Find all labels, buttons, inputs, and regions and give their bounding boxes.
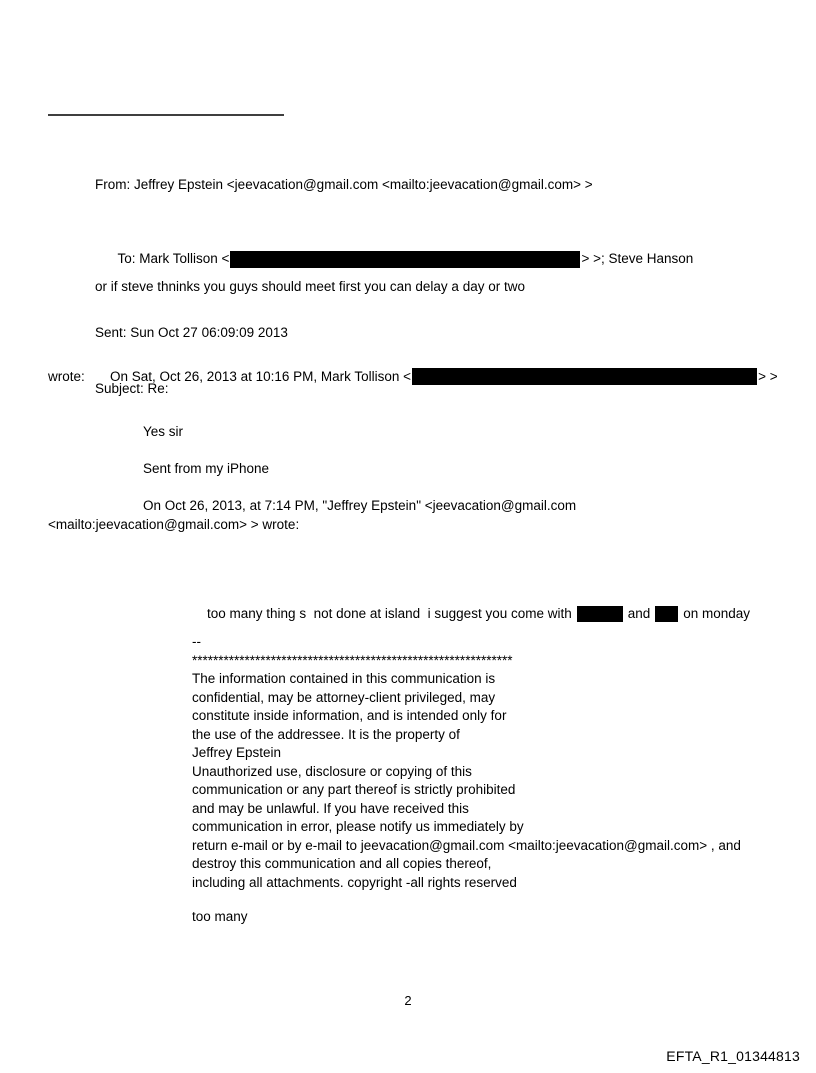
signature-line: communication in error, please notify us immediately by xyxy=(192,819,524,834)
signature-line: the use of the addressee. It is the property of xyxy=(192,726,460,742)
reply-yes-sir: Yes sir xyxy=(143,424,184,439)
signature-line: return e-mail or by e-mail to jeevacation@gmail.com <mailto:jeevacation@gmail.com> , and xyxy=(192,837,741,853)
redaction-bar xyxy=(577,606,623,622)
quote2-attribution-line2: <mailto:jeevacation@gmail.com> > wrote: xyxy=(48,516,300,532)
page-number: 2 xyxy=(404,993,412,1008)
signature-line: and may be unlawful. If you have received this xyxy=(192,800,469,816)
signature-line: The information contained in this communication is xyxy=(192,671,496,686)
reply-sent-from: Sent from my iPhone xyxy=(143,461,270,476)
body-line: or if steve thninks you guys should meet first you can delay a day or two xyxy=(95,279,525,294)
redaction-bar xyxy=(412,368,757,385)
signature-disclaimer-block xyxy=(192,633,741,892)
nested-line-part2: and xyxy=(627,605,651,621)
header-subject: Subject: Re: xyxy=(95,380,169,396)
closing-fragment: too many xyxy=(192,909,248,924)
signature-line: -- xyxy=(192,634,201,649)
nested-line-part1: too many thing s not done at island i suggest you come with xyxy=(207,605,572,621)
header-from: From: Jeffrey Epstein <jeevacation@gmail.com <mailto:jeevacation@gmail.com> > xyxy=(95,177,593,192)
signature-line: constitute inside information, and is intended only for xyxy=(192,708,507,723)
redaction-bar xyxy=(230,251,580,268)
quote1-wrote: wrote: xyxy=(48,368,85,384)
signature-line: including all attachments. copyright -all rights reserved xyxy=(192,874,517,890)
signature-line: ************************************************************* xyxy=(192,652,513,668)
signature-line: communication or any part thereof is strictly prohibited xyxy=(192,782,516,797)
quote1-prefix: On Sat, Oct 26, 2013 at 10:16 PM, Mark Tollison < xyxy=(110,368,412,384)
header-to-suffix: > >; Steve Hanson xyxy=(581,251,694,266)
signature-line: destroy this communication and all copies thereof, xyxy=(192,856,492,871)
quote2-attribution-line1: On Oct 26, 2013, at 7:14 PM, "Jeffrey Epstein" <jeevacation@gmail.com xyxy=(143,498,577,513)
header-to-prefix: To: Mark Tollison < xyxy=(117,251,230,266)
signature-line: confidential, may be attorney-client privileged, may xyxy=(192,689,496,705)
signature-line: Unauthorized use, disclosure or copying of this xyxy=(192,763,472,779)
nested-line-part3: on monday xyxy=(683,605,751,621)
separator-line xyxy=(48,114,284,116)
header-sent: Sent: Sun Oct 27 06:09:09 2013 xyxy=(95,325,288,340)
signature-line: Jeffrey Epstein xyxy=(192,745,282,760)
quote1-attribution xyxy=(95,349,778,405)
redaction-bar xyxy=(655,606,678,622)
quote1-suffix: > > xyxy=(758,368,778,384)
bates-number: EFTA_R1_01344813 xyxy=(666,1048,800,1064)
